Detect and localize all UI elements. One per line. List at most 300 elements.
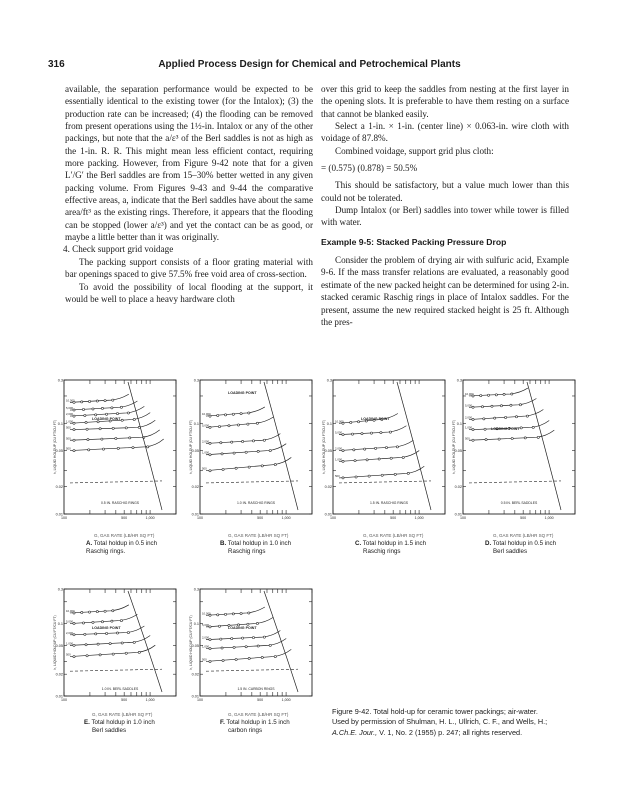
running-title: Applied Process Design for Chemical and Petrochemical Plants	[158, 59, 461, 70]
series-label: 500	[202, 657, 207, 662]
y-axis-label: h, LIQUID HOLDUP (CU FT/CU FT)	[452, 419, 456, 475]
data-series	[202, 631, 280, 641]
data-point	[133, 641, 135, 643]
data-point	[106, 632, 108, 634]
data-point	[84, 414, 86, 416]
loading-point-label: LOADING POINT	[491, 427, 520, 431]
series-label: 5,000	[202, 622, 209, 627]
series-label: 500	[202, 466, 207, 471]
data-point	[378, 458, 380, 460]
data-point	[217, 414, 219, 416]
chart-panel-a	[52, 376, 182, 528]
plot-frame	[200, 380, 312, 514]
left-column	[65, 83, 313, 305]
data-series	[465, 409, 543, 420]
y-tick-label: 0.02	[191, 672, 199, 677]
caption-line: Total holdup in 1.5 inch	[226, 719, 290, 727]
x-tick-label: 100	[330, 516, 336, 520]
packing-label: 0.5 IN. RASCHIG RINGS	[100, 501, 140, 505]
y-tick-label: 0.1	[326, 421, 332, 426]
data-point	[218, 426, 220, 428]
data-point	[138, 651, 140, 653]
data-point	[248, 466, 250, 468]
data-point	[491, 405, 493, 407]
data-point	[95, 633, 97, 635]
data-series	[66, 635, 150, 646]
figure-caption-line: Figure 9-42. Total hold-up for ceramic tower packings; air-water.	[332, 707, 538, 716]
data-point	[220, 638, 222, 640]
panel-letter: A.	[86, 540, 93, 548]
panel-caption	[84, 712, 155, 734]
data-point	[73, 422, 75, 424]
data-point	[237, 424, 239, 426]
series-line	[206, 407, 265, 416]
data-point	[112, 610, 114, 612]
data-point	[104, 610, 106, 612]
dashed-series-line	[469, 481, 561, 483]
data-point	[73, 409, 75, 411]
data-point	[368, 475, 370, 477]
data-point	[228, 425, 230, 427]
flooding-line	[264, 382, 298, 510]
x-axis-label: G, GAS RATE (LB/HR SQ FT)	[493, 533, 554, 538]
data-point	[526, 415, 528, 417]
data-point	[109, 642, 111, 644]
data-point	[472, 406, 474, 408]
caption-line: carbon rings	[228, 726, 263, 734]
y-tick-label: 0.1	[456, 421, 462, 426]
data-point	[224, 613, 226, 615]
plot-frame	[463, 380, 575, 514]
y-tick-label: 0.05	[191, 643, 199, 648]
data-point	[235, 467, 237, 469]
data-series	[202, 649, 291, 662]
data-point	[133, 418, 135, 420]
x-tick-label: 1,000	[414, 516, 424, 520]
chart-panel-f	[188, 585, 318, 710]
figure-caption-line: V. 1, No. 2 (1955) p. 247; all rights reserved.	[377, 727, 523, 737]
x-tick-label: 100	[460, 516, 466, 520]
data-point	[85, 644, 87, 646]
y-tick-label: 0.02	[55, 485, 63, 490]
data-point	[221, 647, 223, 649]
y-tick-label: 0.01	[191, 512, 199, 517]
data-point	[116, 632, 118, 634]
x-tick-label: 100	[61, 516, 67, 520]
data-point	[269, 644, 271, 646]
loading-point-label: LOADING POINT	[361, 417, 390, 421]
flooding-line	[128, 382, 162, 510]
series-line	[469, 388, 528, 396]
dashed-series-line	[70, 669, 162, 671]
data-point	[87, 439, 89, 441]
data-point	[73, 449, 75, 451]
data-point	[472, 418, 474, 420]
data-point	[252, 637, 254, 639]
panel-letter: D.	[485, 540, 492, 548]
page-number: 316	[48, 59, 65, 70]
series-label: 5,000	[66, 406, 73, 411]
x-tick-label: 500	[520, 516, 527, 520]
chart-panel-e	[52, 585, 182, 710]
data-point	[104, 399, 106, 401]
caption-line: Berl saddles	[92, 726, 127, 734]
series-label: 1,000	[66, 419, 73, 424]
plot-frame	[64, 589, 176, 696]
numbered-heading: 4. Check support grid voidage	[63, 244, 174, 255]
data-point	[380, 431, 382, 433]
y-tick-label: 0.01	[454, 512, 462, 517]
data-point	[242, 637, 244, 639]
data-point	[73, 622, 75, 624]
data-series	[335, 426, 406, 436]
x-axis-label: G, GAS RATE (LB/HR SQ FT)	[363, 533, 424, 538]
panel-letter: E.	[84, 719, 90, 727]
series-label: 5,000	[202, 423, 209, 428]
data-point	[483, 418, 485, 420]
data-point	[256, 422, 258, 424]
packing-label: 1.0 IN. RASCHIG RINGS	[236, 501, 276, 505]
data-point	[127, 632, 129, 634]
data-series	[335, 466, 424, 479]
y-tick-label: 0.02	[324, 485, 332, 490]
data-point	[240, 412, 242, 414]
series-label: 1,000	[202, 450, 209, 455]
y-tick-label: 0.3	[326, 378, 332, 383]
data-point	[342, 477, 344, 479]
data-series	[202, 417, 273, 429]
series-label: 1,000	[335, 457, 342, 462]
paragraph: The packing support consists of a floor grating material with bar openings spaced to give 57.5% free void area of cross-section.	[65, 256, 313, 280]
y-axis-label: h, LIQUID HOLDUP (CU FT/CU FT)	[189, 419, 193, 475]
data-point	[73, 655, 75, 657]
data-point	[245, 646, 247, 648]
data-point	[88, 449, 90, 451]
series-line	[70, 605, 129, 613]
data-point	[101, 438, 103, 440]
data-point	[224, 414, 226, 416]
dashed-series-line	[206, 669, 298, 671]
data-point	[99, 428, 101, 430]
data-point	[247, 423, 249, 425]
y-tick-label: 0.05	[191, 449, 199, 454]
x-tick-label: 1,000	[281, 516, 291, 520]
y-tick-label: 0.3	[193, 378, 199, 383]
data-point	[342, 460, 344, 462]
data-point	[232, 413, 234, 415]
data-point	[402, 456, 404, 458]
data-point	[217, 614, 219, 616]
data-point	[480, 394, 482, 396]
series-label: 2,000	[66, 630, 73, 635]
data-point	[235, 658, 237, 660]
data-point	[366, 459, 368, 461]
x-tick-label: 1,000	[281, 698, 291, 702]
data-point	[120, 406, 122, 408]
data-point	[73, 429, 75, 431]
y-tick-label: 0.02	[55, 672, 63, 677]
series-label: 2,000	[66, 412, 73, 417]
data-point	[515, 416, 517, 418]
data-point	[231, 441, 233, 443]
data-point	[350, 421, 352, 423]
data-point	[233, 646, 235, 648]
series-label: 5,000	[335, 430, 342, 435]
data-point	[385, 446, 387, 448]
data-point	[495, 394, 497, 396]
data-point	[510, 404, 512, 406]
panel-letter: F.	[220, 719, 225, 727]
data-point	[95, 414, 97, 416]
flooding-line	[397, 382, 431, 510]
y-tick-label: 0.1	[57, 421, 63, 426]
data-point	[209, 470, 211, 472]
x-tick-label: 500	[390, 516, 397, 520]
data-series	[66, 430, 160, 442]
data-point	[209, 442, 211, 444]
data-point	[485, 439, 487, 441]
data-point	[248, 657, 250, 659]
loading-point-label: LOADING POINT	[228, 626, 257, 630]
data-point	[240, 612, 242, 614]
flooding-line	[527, 382, 561, 510]
data-point	[88, 400, 90, 402]
series-line	[206, 607, 265, 615]
data-point	[88, 611, 90, 613]
flooding-line	[128, 591, 162, 692]
data-point	[269, 449, 271, 451]
series-label: 5,000	[66, 619, 73, 624]
data-point	[97, 643, 99, 645]
data-point	[252, 440, 254, 442]
data-series	[202, 444, 286, 456]
x-tick-label: 100	[197, 698, 203, 702]
data-point	[381, 474, 383, 476]
x-tick-label: 1,000	[145, 516, 155, 520]
data-point	[472, 429, 474, 431]
y-axis-label: h, LIQUID HOLDUP (CU FT/CU FT)	[189, 615, 193, 670]
data-point	[407, 472, 409, 474]
series-label: 500	[66, 436, 71, 441]
data-point	[274, 464, 276, 466]
y-tick-label: 0.01	[191, 694, 199, 699]
y-axis-label: h, LIQUID HOLDUP (CU FT/CU FT)	[53, 419, 57, 475]
data-point	[232, 613, 234, 615]
example-heading: Example 9-5: Stacked Packing Pressure Drop	[321, 236, 507, 247]
data-point	[524, 437, 526, 439]
data-point	[481, 406, 483, 408]
panel-caption	[220, 712, 290, 734]
data-point	[82, 408, 84, 410]
data-point	[231, 638, 233, 640]
data-point	[112, 399, 114, 401]
packing-label: 1.5 IN. RASCHIG RINGS	[369, 501, 409, 505]
y-tick-label: 0.1	[57, 622, 63, 627]
data-series	[66, 645, 155, 658]
data-point	[484, 428, 486, 430]
caption-line: Raschig rings	[228, 547, 266, 555]
data-series	[465, 388, 528, 397]
right-column	[321, 83, 569, 328]
loading-point-label: LOADING POINT	[92, 417, 121, 421]
data-point	[245, 451, 247, 453]
data-series	[465, 398, 536, 408]
data-point	[505, 416, 507, 418]
series-label: 10,000	[465, 391, 474, 396]
data-point	[129, 437, 131, 439]
data-point	[86, 655, 88, 657]
series-label: 10,000	[202, 412, 211, 417]
data-point	[354, 460, 356, 462]
data-point	[519, 404, 521, 406]
plot-frame	[64, 380, 176, 514]
paragraph: Consider the problem of drying air with sulfuric acid, Example 9-6. If the mass transfer relations are evaluated, a reasonably good estimate of the new packed height can be determined for using 2-in. stacked ceramic Raschig rings in place of Intalox saddles. For the present, assume the new required stacked height is 25 ft. Although the pres-	[321, 255, 569, 327]
x-tick-label: 1,000	[544, 516, 554, 520]
data-point	[248, 412, 250, 414]
caption-line: Total holdup in 0.5 inch	[93, 540, 158, 548]
data-point	[218, 625, 220, 627]
data-point	[82, 622, 84, 624]
data-point	[209, 639, 211, 641]
data-point	[99, 654, 101, 656]
series-label: 2,000	[465, 415, 472, 420]
x-tick-label: 500	[257, 516, 264, 520]
data-series	[202, 457, 291, 471]
y-axis-label: h, LIQUID HOLDUP (CU FT/CU FT)	[53, 615, 57, 670]
data-point	[500, 405, 502, 407]
data-point	[85, 421, 87, 423]
data-point	[106, 413, 108, 415]
caption-line: Total holdup in 1.0 inch	[227, 540, 292, 548]
data-point	[520, 427, 522, 429]
data-point	[121, 419, 123, 421]
data-point	[209, 660, 211, 662]
data-point	[487, 394, 489, 396]
y-tick-label: 0.02	[454, 485, 462, 490]
y-tick-label: 0.3	[57, 378, 63, 383]
series-label: 1,000	[66, 641, 73, 646]
y-tick-label: 0.05	[55, 449, 63, 454]
panel-caption	[86, 533, 158, 555]
data-point	[81, 401, 83, 403]
data-point	[209, 626, 211, 628]
data-point	[257, 645, 259, 647]
data-point	[498, 438, 500, 440]
y-tick-label: 0.1	[193, 421, 199, 426]
data-point	[209, 454, 211, 456]
data-point	[503, 393, 505, 395]
y-tick-label: 0.1	[193, 622, 199, 627]
panel-caption	[220, 533, 292, 555]
data-point	[274, 655, 276, 657]
y-tick-label: 0.3	[57, 587, 63, 592]
data-point	[494, 417, 496, 419]
data-series	[66, 401, 137, 411]
data-point	[389, 431, 391, 433]
caption-line: Raschig rings.	[86, 547, 126, 555]
paragraph: This should be satisfactory, but a value much lower than this could not be tolerated.	[321, 180, 569, 203]
y-tick-label: 0.01	[324, 512, 332, 517]
data-series	[66, 614, 137, 624]
data-point	[125, 427, 127, 429]
series-label: 500	[66, 446, 71, 451]
data-point	[92, 621, 94, 623]
series-label: 10,000	[66, 398, 75, 403]
x-tick-label: 100	[197, 516, 203, 520]
data-point	[511, 393, 513, 395]
series-label: 10,000	[335, 419, 344, 424]
data-series	[335, 451, 419, 463]
x-axis-label: G, GAS RATE (LB/HR SQ FT)	[92, 712, 153, 717]
data-point	[370, 432, 372, 434]
y-tick-label: 0.01	[55, 694, 63, 699]
data-point	[222, 468, 224, 470]
figure-caption-line: Used by permission of Shulman, H. L., Ullrich, C. F., and Wells, H.;	[332, 717, 548, 727]
series-label: 10,000	[66, 608, 75, 613]
data-series	[202, 407, 265, 417]
series-line	[70, 394, 129, 402]
data-point	[101, 621, 103, 623]
flooding-line	[264, 591, 298, 692]
data-point	[261, 656, 263, 658]
data-point	[73, 634, 75, 636]
data-series	[202, 434, 280, 445]
data-point	[511, 437, 513, 439]
y-tick-label: 0.05	[55, 643, 63, 648]
series-label: 5,000	[465, 403, 472, 408]
data-point	[390, 457, 392, 459]
data-point	[111, 407, 113, 409]
series-label: 1,000	[202, 644, 209, 649]
paragraph: Dump Intalox (or Berl) saddles into tower while tower is filled with water.	[321, 205, 569, 228]
data-point	[375, 447, 377, 449]
data-point	[96, 400, 98, 402]
paragraph: available, the separation performance would be expected to be essentially identical to the existing tower (for the Intalox); (3) the production rate can be increased; (4) the flooding can be removed from present operations using the 1½-in. Intalox or any of the other packings, but note that the a/ε³ of the Berl saddles is not as high as the 1-in. R. R. This might mean less efficient contact, requiring more packing. However, from Figure 9-42 note that for a given L′/G′ the Berl saddles are from 15–30% better wetted in any given packing volume. From Figures 9-43 and 9-44 the comparative effective areas, a, indicate that the Berl saddles have about the same area/ft³ as the existing rings. Therefore, it appears that the flooding can be stopped (lower a/ε³) and yet the contact can be as good, or maybe a little better than it was originally.	[65, 84, 313, 243]
data-point	[209, 426, 211, 428]
dashed-series-line	[339, 481, 431, 483]
data-point	[209, 648, 211, 650]
data-point	[102, 448, 104, 450]
journal-name: A.Ch.E. Jour.,	[332, 727, 378, 737]
data-point	[121, 642, 123, 644]
caption-line: Total holdup in 1.5 inch	[362, 540, 427, 548]
data-point	[127, 412, 129, 414]
data-point	[394, 473, 396, 475]
data-point	[96, 611, 98, 613]
data-point	[73, 644, 75, 646]
loading-point-label: LOADING POINT	[228, 391, 257, 395]
x-tick-label: 500	[121, 698, 128, 702]
data-point	[353, 449, 355, 451]
data-series	[66, 394, 129, 403]
paragraph: Select a 1-in. × 1-in. (center line) × 0.063-in. wire cloth with voidage of 87.8%.	[321, 121, 569, 144]
data-point	[92, 408, 94, 410]
data-point	[120, 619, 122, 621]
data-point	[116, 412, 118, 414]
data-point	[73, 439, 75, 441]
data-point	[86, 428, 88, 430]
series-label: 2,000	[335, 446, 342, 451]
data-point	[132, 446, 134, 448]
data-point	[257, 450, 259, 452]
series-line	[206, 457, 291, 470]
packing-label: 0.5 IN. BERL SADDLES	[500, 501, 538, 505]
figure-caption	[332, 707, 582, 738]
chart-panel-d	[451, 376, 581, 528]
data-point	[351, 433, 353, 435]
y-axis-label: h, LIQUID HOLDUP (CU FT/CU FT)	[322, 419, 326, 475]
data-point	[101, 407, 103, 409]
